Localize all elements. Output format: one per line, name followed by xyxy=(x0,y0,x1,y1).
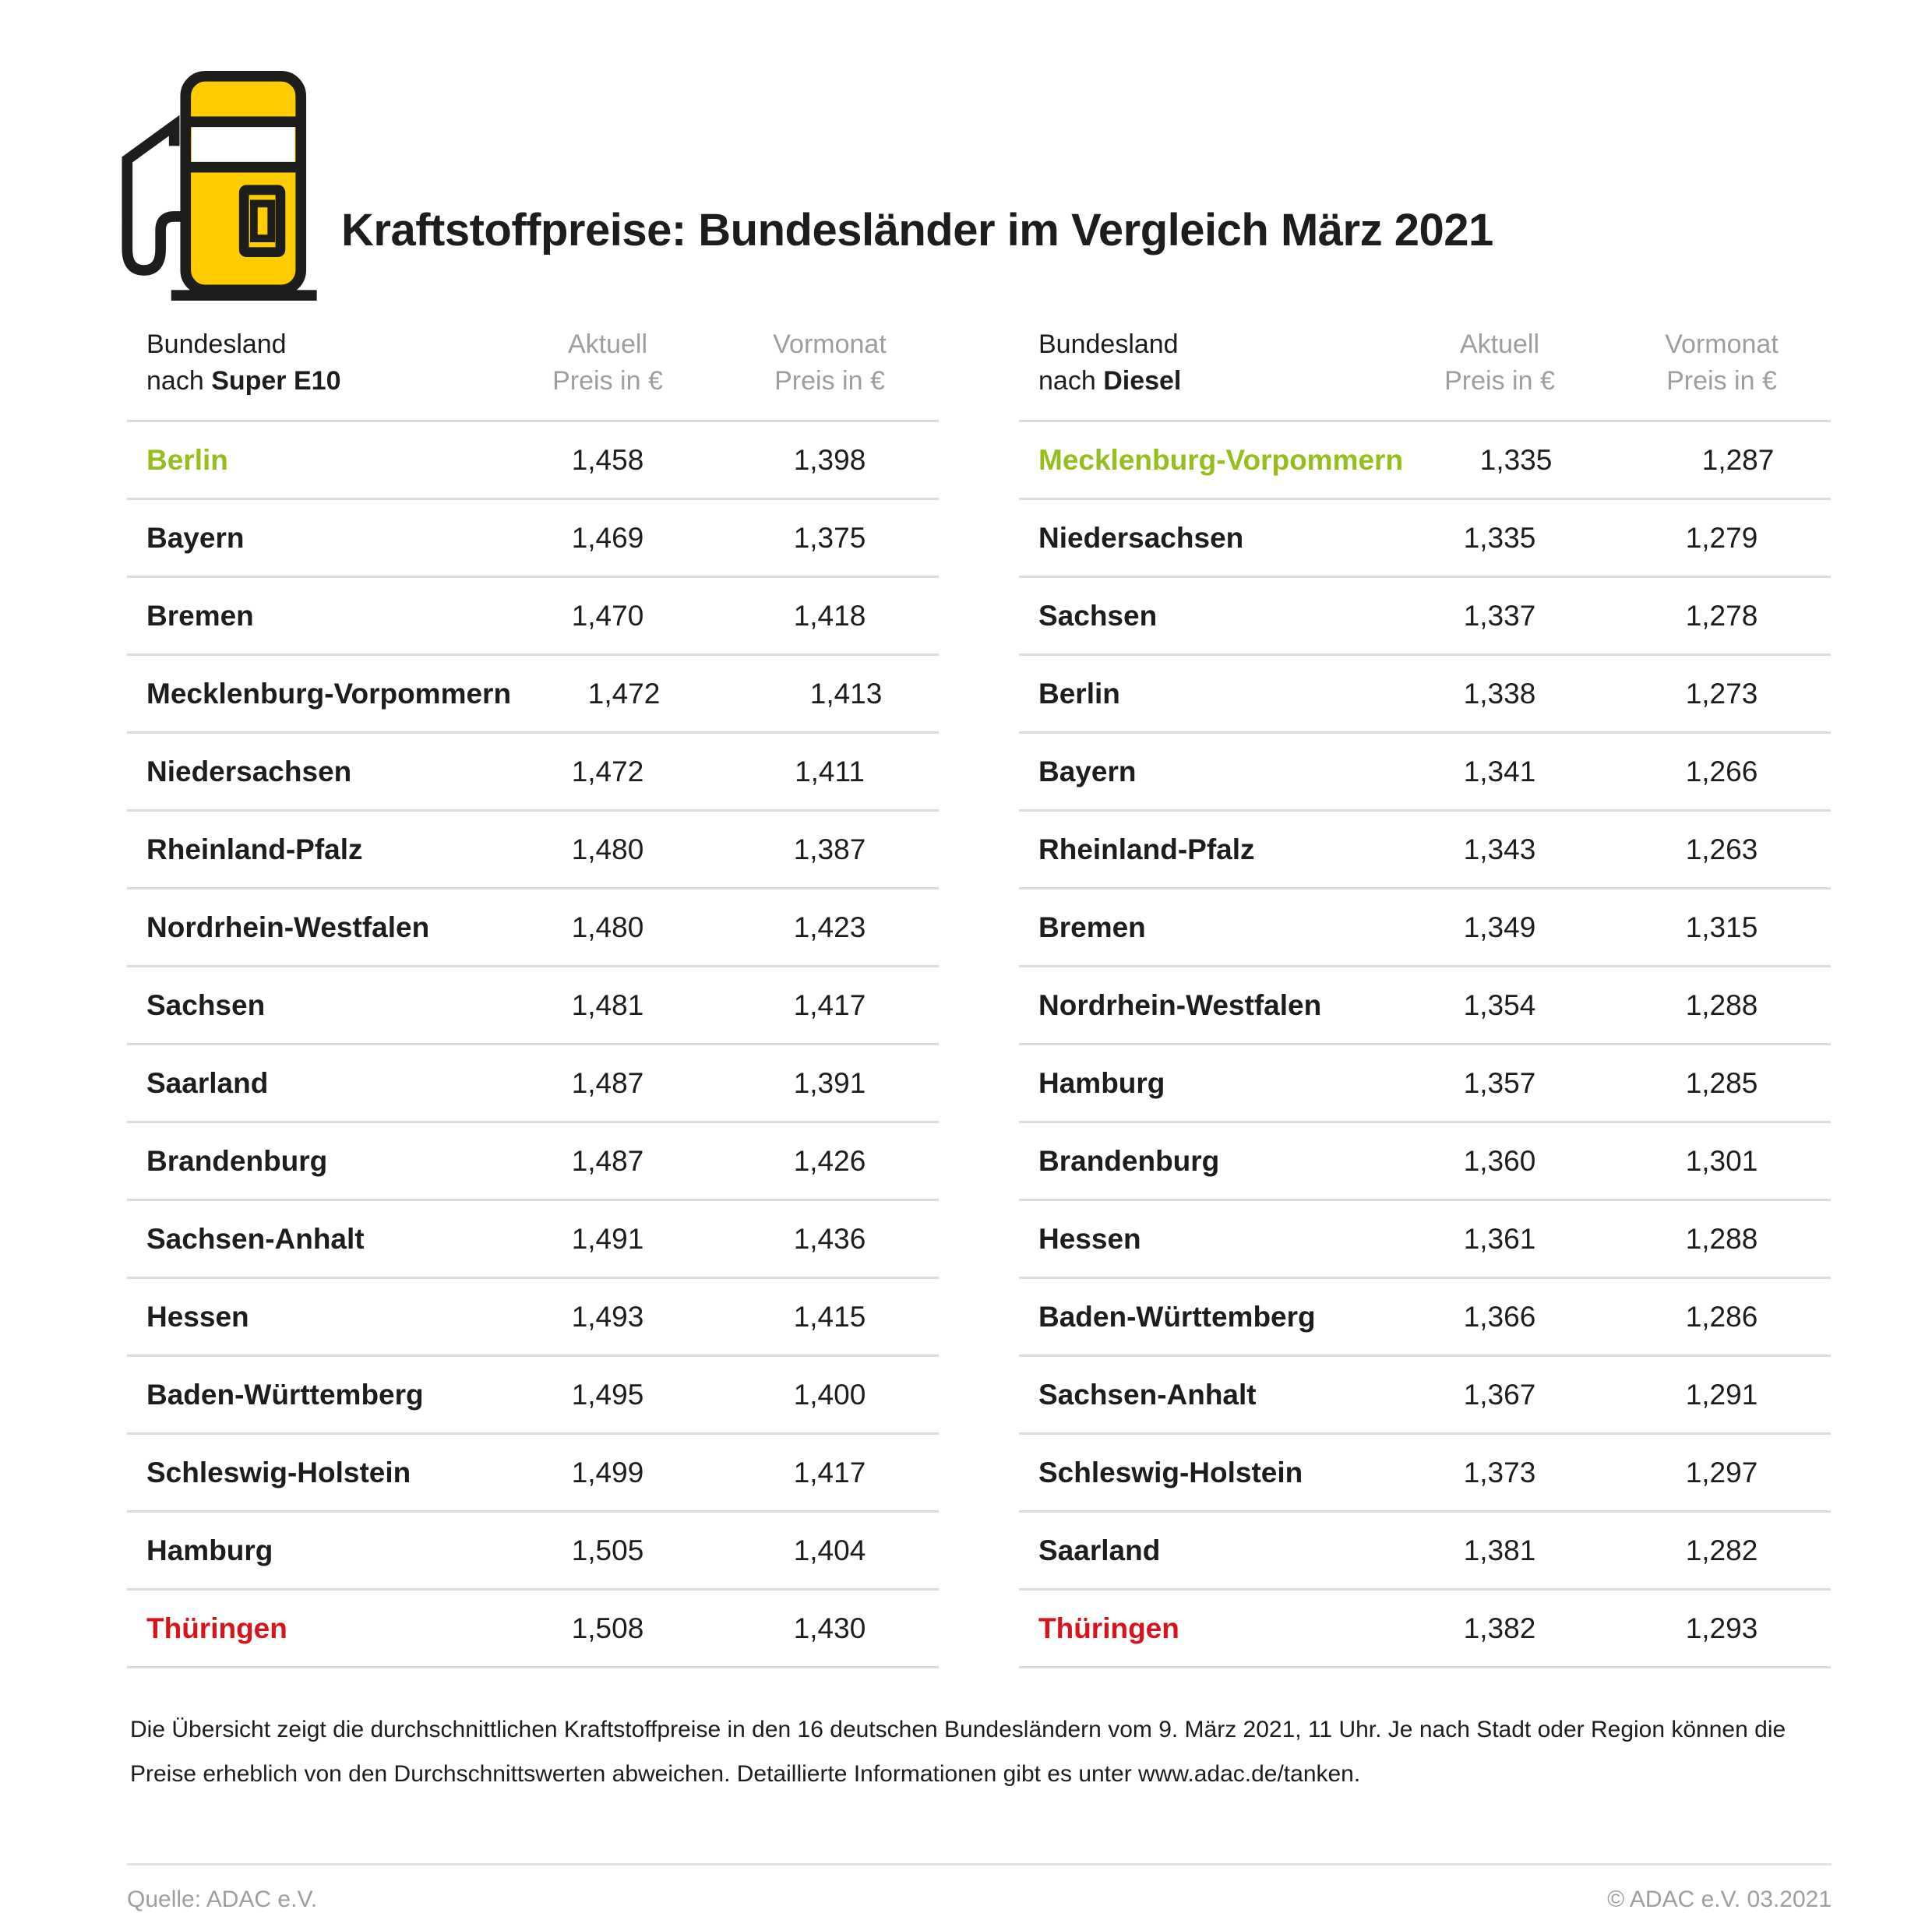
column-header-vormonat: Vormonat Preis in € xyxy=(773,329,887,396)
vormonat-value: 1,417 xyxy=(793,1456,866,1488)
vormonat-value: 1,301 xyxy=(1685,1144,1758,1177)
vormonat-value: 1,436 xyxy=(793,1222,866,1255)
vormonat-value: 1,430 xyxy=(793,1612,866,1644)
pump-screen xyxy=(192,127,294,162)
aktuell-value: 1,341 xyxy=(1463,755,1536,787)
table-row xyxy=(1019,1513,1831,1591)
state-name: Thüringen xyxy=(146,1612,287,1644)
vormonat-value: 1,413 xyxy=(809,677,883,710)
vormonat-value: 1,278 xyxy=(1685,599,1758,632)
aktuell-value: 1,481 xyxy=(571,988,644,1021)
footer-divider xyxy=(127,1863,1832,1865)
table-row xyxy=(1019,578,1831,656)
vormonat-value: 1,400 xyxy=(793,1378,866,1411)
state-name: Berlin xyxy=(1038,677,1120,710)
vormonat-value: 1,423 xyxy=(793,911,866,943)
table-row xyxy=(1019,812,1831,890)
state-name: Baden-Württemberg xyxy=(1038,1300,1316,1333)
state-name: Bremen xyxy=(1038,911,1146,943)
vormonat-value: 1,417 xyxy=(793,988,866,1021)
disclaimer-line2: Preise erheblich von den Durchschnittswerten abweichen. Detaillierte Informationen gibt es unter www.adac.de/tanken. xyxy=(130,1761,1361,1787)
column-header-aktuell: Aktuell Preis in € xyxy=(552,329,663,396)
state-name: Bayern xyxy=(1038,755,1137,787)
aktuell-value: 1,470 xyxy=(571,599,644,632)
vormonat-value: 1,288 xyxy=(1685,1222,1758,1255)
table-row xyxy=(1019,1435,1831,1513)
aktuell-value: 1,458 xyxy=(571,443,644,476)
column-header-vormonat: Vormonat Preis in € xyxy=(1665,329,1779,396)
table-diesel xyxy=(1019,323,1831,1668)
table-row xyxy=(1019,734,1831,812)
aktuell-value: 1,338 xyxy=(1463,677,1536,710)
table-row xyxy=(127,1357,939,1435)
table-row xyxy=(1019,1123,1831,1201)
table-row xyxy=(127,1201,939,1279)
pump-hose xyxy=(127,125,188,270)
vormonat-value: 1,387 xyxy=(793,833,866,865)
table-row xyxy=(127,1279,939,1357)
vormonat-value: 1,411 xyxy=(795,755,865,787)
state-name: Mecklenburg-Vorpommern xyxy=(146,677,512,710)
state-name: Rheinland-Pfalz xyxy=(1038,833,1255,865)
table-row xyxy=(1019,1357,1831,1435)
column-header-bundesland xyxy=(127,326,495,420)
table-row xyxy=(1019,422,1831,500)
state-name: Bayern xyxy=(146,521,245,554)
aktuell-value: 1,487 xyxy=(571,1144,644,1177)
aktuell-value: 1,349 xyxy=(1463,911,1536,943)
state-name: Hamburg xyxy=(146,1534,273,1566)
aktuell-value: 1,367 xyxy=(1463,1378,1536,1411)
state-name: Hessen xyxy=(146,1300,249,1333)
vormonat-value: 1,297 xyxy=(1685,1456,1758,1488)
table-row xyxy=(127,578,939,656)
aktuell-value: 1,335 xyxy=(1463,521,1536,554)
state-name: Rheinland-Pfalz xyxy=(146,833,363,865)
table-row xyxy=(127,656,939,734)
pump-base xyxy=(171,290,317,301)
state-name: Hamburg xyxy=(1038,1066,1165,1099)
state-name: Nordrhein-Westfalen xyxy=(146,911,430,943)
table-row xyxy=(127,500,939,578)
state-name: Hessen xyxy=(1038,1222,1141,1255)
vormonat-value: 1,282 xyxy=(1685,1534,1758,1566)
aktuell-value: 1,491 xyxy=(571,1222,644,1255)
aktuell-value: 1,493 xyxy=(571,1300,644,1333)
table-row xyxy=(1019,1279,1831,1357)
table-header xyxy=(1019,323,1831,422)
aktuell-value: 1,381 xyxy=(1463,1534,1536,1566)
header-line1: Bundesland xyxy=(1038,329,1179,359)
aktuell-value: 1,360 xyxy=(1463,1144,1536,1177)
vormonat-value: 1,285 xyxy=(1685,1066,1758,1099)
vormonat-value: 1,418 xyxy=(793,599,866,632)
aktuell-value: 1,382 xyxy=(1463,1612,1536,1644)
vormonat-value: 1,398 xyxy=(793,443,866,476)
state-name: Schleswig-Holstein xyxy=(146,1456,411,1488)
table-row xyxy=(127,1435,939,1513)
aktuell-value: 1,343 xyxy=(1463,833,1536,865)
vormonat-value: 1,263 xyxy=(1685,833,1758,865)
header-line1: Bundesland xyxy=(146,329,287,359)
aktuell-value: 1,472 xyxy=(571,755,644,787)
aktuell-value: 1,495 xyxy=(571,1378,644,1411)
table-row xyxy=(127,1045,939,1123)
column-header-aktuell: Aktuell Preis in € xyxy=(1444,329,1555,396)
table-row xyxy=(127,1591,939,1668)
page-title: Kraftstoffpreise: Bundesländer im Vergleich März 2021 xyxy=(341,205,1493,255)
table-body xyxy=(127,422,939,1668)
table-row xyxy=(127,1123,939,1201)
aktuell-value: 1,480 xyxy=(571,833,644,865)
copyright-label: © ADAC e.V. 03.2021 xyxy=(1607,1887,1832,1912)
state-name: Bremen xyxy=(146,599,254,632)
column-header-bundesland xyxy=(1019,326,1387,420)
state-name: Baden-Württemberg xyxy=(146,1378,424,1411)
header-line2: nach Diesel xyxy=(1038,366,1182,396)
aktuell-value: 1,508 xyxy=(571,1612,644,1644)
aktuell-value: 1,480 xyxy=(571,911,644,943)
aktuell-value: 1,354 xyxy=(1463,988,1536,1021)
vormonat-value: 1,291 xyxy=(1685,1378,1758,1411)
table-row xyxy=(127,422,939,500)
aktuell-value: 1,469 xyxy=(571,521,644,554)
aktuell-value: 1,505 xyxy=(571,1534,644,1566)
state-name: Niedersachsen xyxy=(146,755,352,787)
pump-body xyxy=(185,76,301,290)
table-row xyxy=(1019,890,1831,967)
vormonat-value: 1,273 xyxy=(1685,677,1758,710)
vormonat-value: 1,391 xyxy=(793,1066,866,1099)
disclaimer-text xyxy=(130,1707,1786,1796)
vormonat-value: 1,279 xyxy=(1685,521,1758,554)
vormonat-value: 1,286 xyxy=(1685,1300,1758,1333)
aktuell-value: 1,373 xyxy=(1463,1456,1536,1488)
aktuell-value: 1,472 xyxy=(587,677,661,710)
state-name: Sachsen xyxy=(146,988,266,1021)
table-row xyxy=(127,812,939,890)
table-super-e10 xyxy=(127,323,939,1668)
aktuell-value: 1,337 xyxy=(1463,599,1536,632)
state-name: Nordrhein-Westfalen xyxy=(1038,988,1322,1021)
vormonat-value: 1,375 xyxy=(793,521,866,554)
vormonat-value: 1,404 xyxy=(793,1534,866,1566)
state-name: Sachsen xyxy=(1038,599,1158,632)
aktuell-value: 1,361 xyxy=(1463,1222,1536,1255)
vormonat-value: 1,426 xyxy=(793,1144,866,1177)
table-row xyxy=(1019,1045,1831,1123)
state-name: Niedersachsen xyxy=(1038,521,1244,554)
fuel-type-label: Diesel xyxy=(1103,366,1182,396)
table-header xyxy=(127,323,939,422)
fuel-type-label: Super E10 xyxy=(211,366,341,396)
disclaimer-line1: Die Übersicht zeigt die durchschnittlichen Kraftstoffpreise in den 16 deutschen Bundesländern vom 9. März 2021, 11 Uhr. Je nach Stadt oder Region können die xyxy=(130,1717,1786,1742)
table-row xyxy=(1019,967,1831,1045)
vormonat-value: 1,293 xyxy=(1685,1612,1758,1644)
vormonat-value: 1,315 xyxy=(1685,911,1758,943)
state-name: Saarland xyxy=(1038,1534,1161,1566)
table-row xyxy=(127,890,939,967)
table-body xyxy=(1019,422,1831,1668)
state-name: Berlin xyxy=(146,443,228,476)
table-row xyxy=(127,734,939,812)
state-name: Mecklenburg-Vorpommern xyxy=(1038,443,1404,476)
state-name: Saarland xyxy=(146,1066,269,1099)
table-row xyxy=(127,1513,939,1591)
state-name: Brandenburg xyxy=(146,1144,328,1177)
state-name: Sachsen-Anhalt xyxy=(1038,1378,1257,1411)
source-label: Quelle: ADAC e.V. xyxy=(127,1887,318,1912)
vormonat-value: 1,288 xyxy=(1685,988,1758,1021)
state-name: Brandenburg xyxy=(1038,1144,1220,1177)
aktuell-value: 1,499 xyxy=(571,1456,644,1488)
table-row xyxy=(127,967,939,1045)
table-row xyxy=(1019,1591,1831,1668)
aktuell-value: 1,487 xyxy=(571,1066,644,1099)
aktuell-value: 1,357 xyxy=(1463,1066,1536,1099)
vormonat-value: 1,266 xyxy=(1685,755,1758,787)
vormonat-value: 1,287 xyxy=(1701,443,1775,476)
header-line2: nach Super E10 xyxy=(146,366,341,396)
state-name: Thüringen xyxy=(1038,1612,1179,1644)
vormonat-value: 1,415 xyxy=(793,1300,866,1333)
footer xyxy=(127,1887,1832,1913)
state-name: Schleswig-Holstein xyxy=(1038,1456,1303,1488)
table-row xyxy=(1019,656,1831,734)
aktuell-value: 1,366 xyxy=(1463,1300,1536,1333)
table-row xyxy=(1019,500,1831,578)
state-name: Sachsen-Anhalt xyxy=(146,1222,365,1255)
table-row xyxy=(1019,1201,1831,1279)
fuel-pump-icon xyxy=(108,67,335,305)
aktuell-value: 1,335 xyxy=(1479,443,1553,476)
